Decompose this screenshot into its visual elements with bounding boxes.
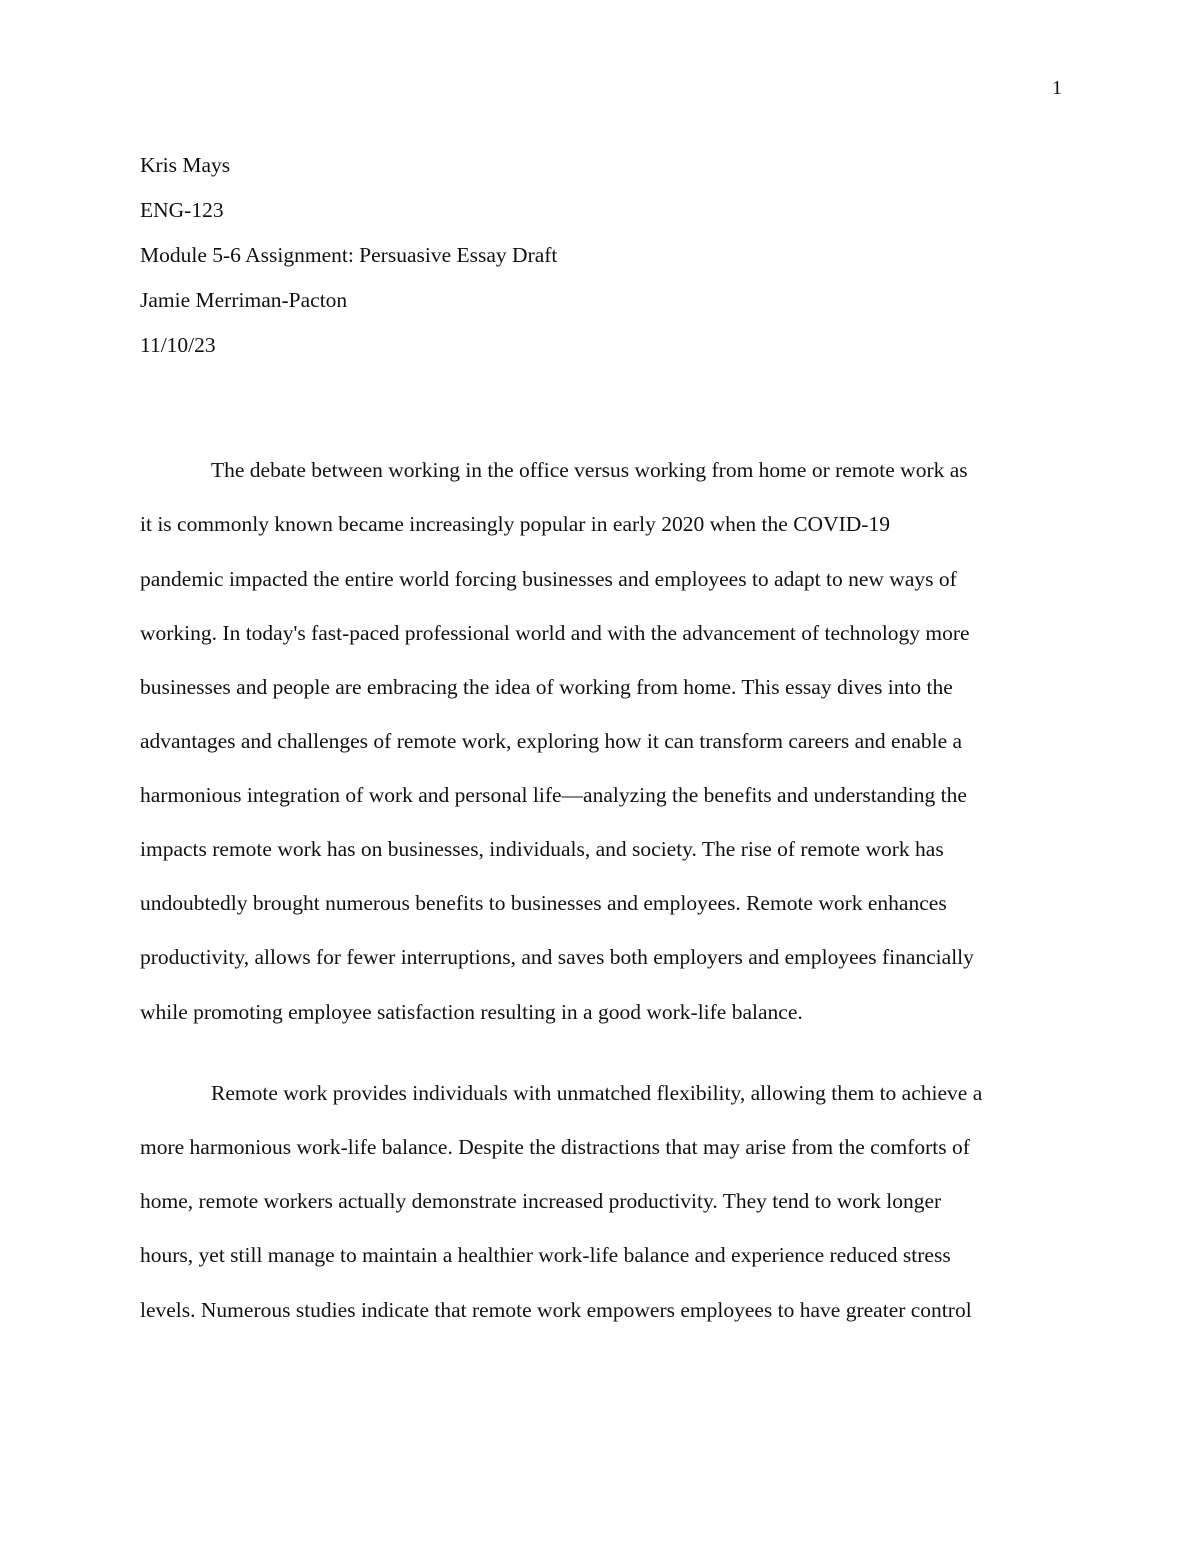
paragraph-line: pandemic impacted the entire world forcing businesses and employees to adapt to new ways of bbox=[140, 567, 957, 591]
paragraph-line: home, remote workers actually demonstrate increased productivity. They tend to work longer bbox=[140, 1189, 942, 1213]
paragraph-line: Remote work provides individuals with unmatched flexibility, allowing them to achieve a bbox=[211, 1081, 983, 1105]
course-code: ENG-123 bbox=[140, 198, 224, 222]
paragraph-line: businesses and people are embracing the idea of working from home. This essay dives into the bbox=[140, 675, 953, 699]
mla-heading bbox=[140, 143, 1070, 368]
assignment-title: Module 5-6 Assignment: Persuasive Essay Draft bbox=[140, 243, 558, 267]
paragraph-line: working. In today's fast-paced professional world and with the advancement of technology more bbox=[140, 621, 970, 645]
paragraph-line: hours, yet still manage to maintain a healthier work-life balance and experience reduced stress bbox=[140, 1243, 951, 1267]
paragraph-line: The debate between working in the office versus working from home or remote work as bbox=[211, 458, 968, 482]
paragraph-line: advantages and challenges of remote work, exploring how it can transform careers and enable a bbox=[140, 729, 963, 753]
date: 11/10/23 bbox=[140, 333, 216, 357]
paragraph-line: harmonious integration of work and personal life—analyzing the benefits and understanding the bbox=[140, 783, 967, 807]
author-name: Kris Mays bbox=[140, 153, 231, 177]
paragraph-line: impacts remote work has on businesses, individuals, and society. The rise of remote work has bbox=[140, 837, 944, 861]
paragraph-line: it is commonly known became increasingly popular in early 2020 when the COVID-19 bbox=[140, 512, 890, 536]
page-number: 1 bbox=[1052, 77, 1062, 99]
paragraph-line: undoubtedly brought numerous benefits to businesses and employees. Remote work enhances bbox=[140, 891, 947, 915]
paragraph-line: while promoting employee satisfaction resulting in a good work-life balance. bbox=[140, 1000, 803, 1024]
instructor-name: Jamie Merriman-Pacton bbox=[140, 288, 348, 312]
paragraph-line: more harmonious work-life balance. Despite the distractions that may arise from the comforts of bbox=[140, 1135, 970, 1159]
paragraph-line: levels. Numerous studies indicate that remote work empowers employees to have greater control bbox=[140, 1298, 972, 1322]
paragraph-line: productivity, allows for fewer interruptions, and saves both employers and employees financially bbox=[140, 945, 974, 969]
